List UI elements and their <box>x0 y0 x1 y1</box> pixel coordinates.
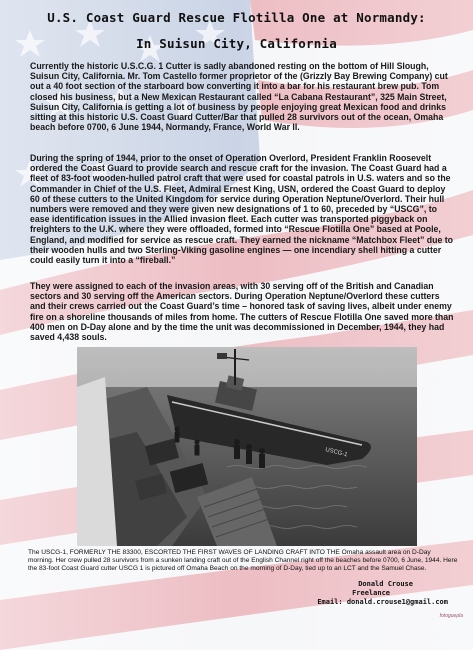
author-email: Email: donald.crouse1@gmail.com <box>317 598 448 606</box>
paragraph-intro: Currently the historic U.S.C.G. 1 Cutter is sadly abandoned resting on the bottom of Hill Slough, Suisun City, California. Mr. Tom Castello former proprietor of the (Grizzly Bay Brewing Company) cut out a 40 foot section of the starboard bow converting it into a bar for his restaurant brew pub. Tom closed his business, but a New Mexican Restaurant called “La Cabana Restaurant”, 325 Main Street, Suisun City, California is getting a lot of business by people enjoying great Mexican food and drinks sitting at this historic U.S. Coast Guard Cutter/Bar that pulled 28 survivors out of the ocean, Omaha beach before 0700, 6 June 1944, Normandy, France, World War II. <box>30 61 448 133</box>
cutter-photo <box>77 347 417 546</box>
author-role: Freelance <box>352 589 390 597</box>
watermark: fotoguepla <box>439 613 463 619</box>
page-title: U.S. Coast Guard Rescue Flotilla One at Normandy: <box>47 10 426 25</box>
paragraph-service: They were assigned to each of the invasion areas, with 30 serving off of the British and Canadian sectors and 30 serving off the American sectors. During Operation Neptune/Overlord these cutters and their crews carried out the Coast Guard’s time – honored task of saving lives, albeit under enemy fire on a shoreline thousands of miles from home. The cutters of Rescue Flotilla One saved more than 400 men on D-Day alone and by the time the unit was decommissioned in December, 1944, they had saved 4,438 souls. <box>30 281 454 343</box>
page-subtitle: In Suisun City, California <box>136 36 337 51</box>
author-name: Donald Crouse <box>358 580 413 588</box>
paragraph-history: During the spring of 1944, prior to the onset of Operation Overlord, President Franklin Roosevelt ordered the Coast Guard to provide search and rescue craft for the invasion. The Coast Guard had a fleet of 83-foot wooden-hulled patrol craft that were used for coastal patrols in U.S. waters and so the Commander in Chief of the U.S. Fleet, Admiral Ernest King, USN, ordered the Coast Guard to deploy 60 of these cutters to the United Kingdom for service during Operation Neptune/Overlord. Their hull numbers were removed and they were given new designations of 1 to 60, preceded by “USCG”, to ease identification issues in the Allied invasion fleet. Each cutter was transported piggyback on freighters to the U.K. where they were offloaded, formed into “Rescue Flotilla One” based at Poole, England, and modified for service as rescue craft. They earned the nickname “Matchbox Fleet” due to their wooden hulls and two Sterling-Viking gasoline engines — one incendiary shell hitting a cutter could easily turn it into a “fireball.” <box>30 153 454 266</box>
photo-caption: The USCG-1, FORMERLY THE 83300, ESCORTED THE FIRST WAVES OF LANDING CRAFT INTO THE Omaha assault area on D-Day morning. Her crew pulled 28 survivors from a sunken landing craft out of the English Channel right off the beaches before 0700, 6 June, 1944. Here the 83-foot Coast Guard cutter USCG 1 is pictured off Omaha Beach on the morning of D-Day, tied up to an LCT and the Samuel Chase. <box>28 549 458 573</box>
hull-number-label: USCG-1 <box>324 447 348 459</box>
